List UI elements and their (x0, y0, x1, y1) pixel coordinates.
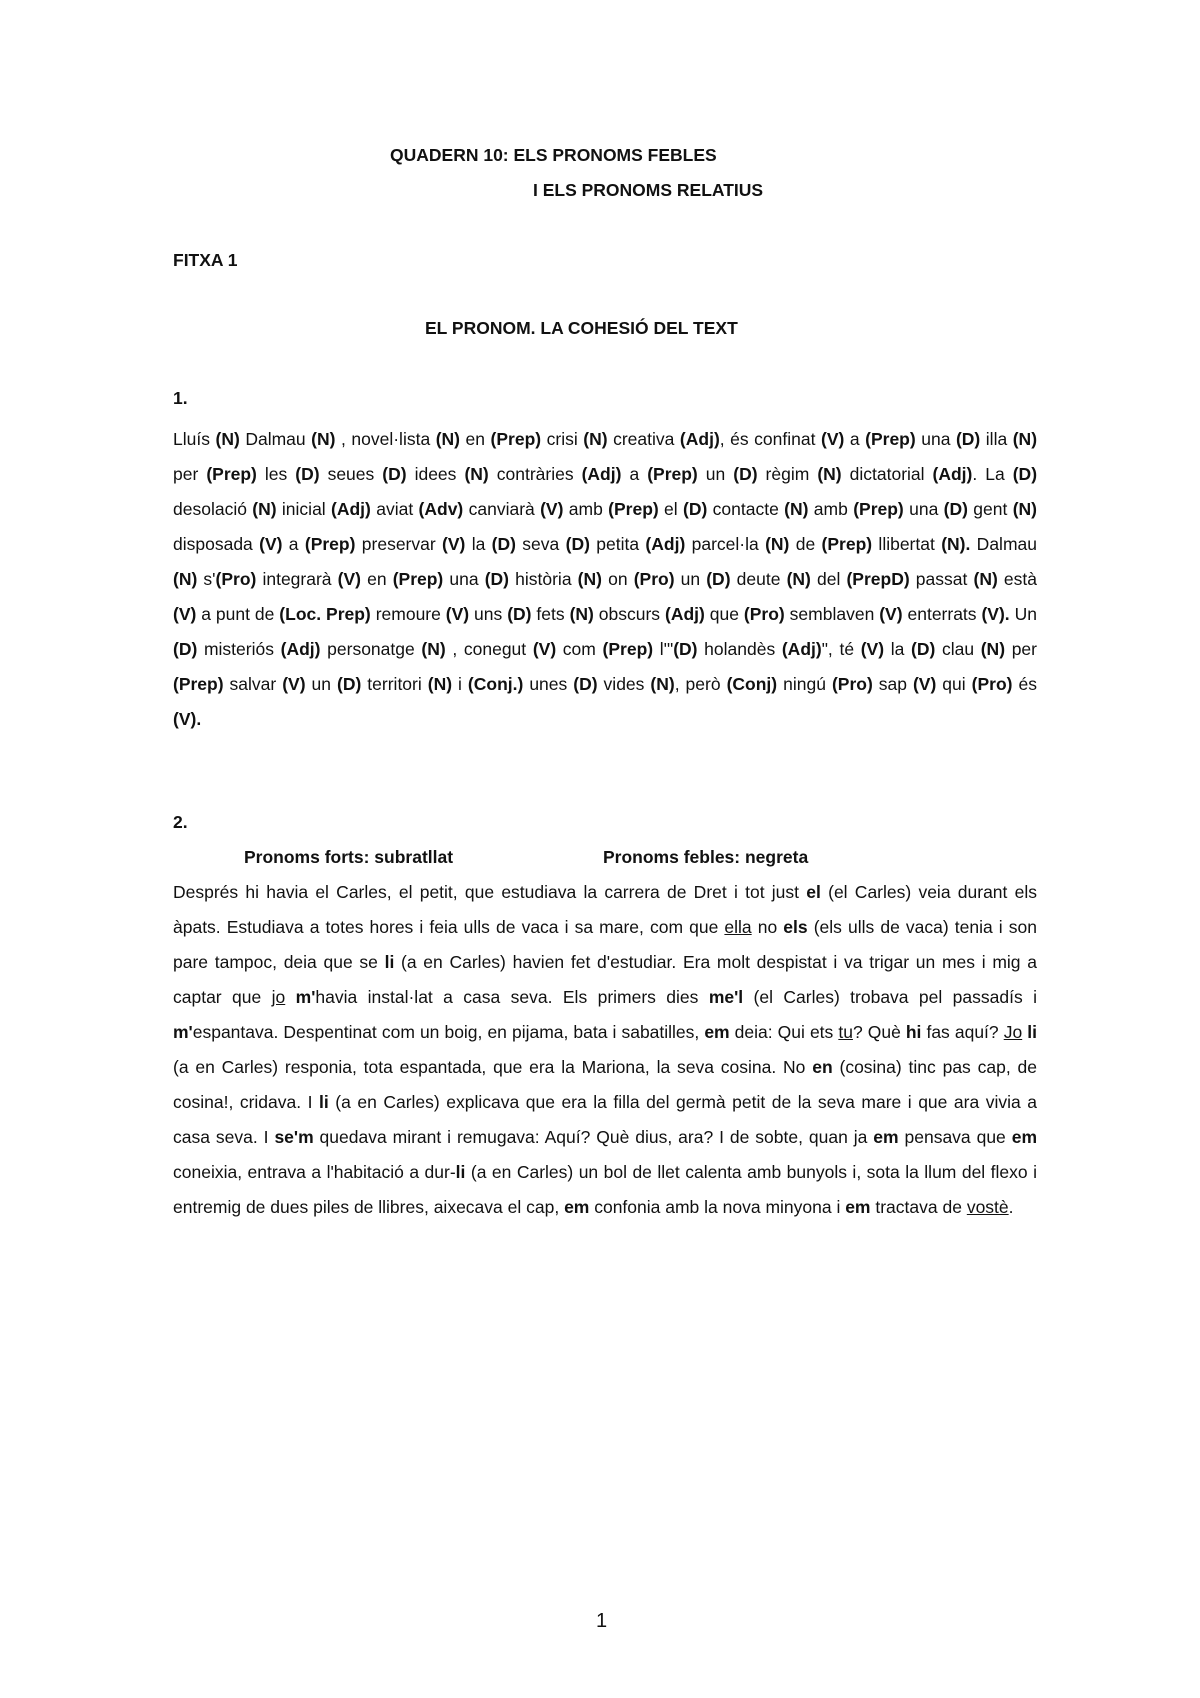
exercise-1-text (173, 422, 1042, 737)
exercise-1-text-run: semblaven (784, 604, 880, 624)
exercise-1-bold-run: (N) (215, 429, 240, 449)
exercise-1-text-run: dictatorial (841, 464, 933, 484)
exercise-2-text (173, 875, 1042, 1225)
exercise-2-text-run: havia instal·lat a casa seva. Els primers dies (315, 987, 709, 1007)
exercise-1-bold-run: (V) (173, 604, 197, 624)
exercise-1-text-run: unes (523, 674, 574, 694)
exercise-1-bold-run: (Adj) (932, 464, 973, 484)
exercise-1-bold-run: (V) (445, 604, 470, 624)
exercise-1-text-run: on (601, 569, 634, 589)
exercise-1-text-run: parcel·la (685, 534, 766, 554)
exercise-1-bold-run: (D) (1012, 464, 1038, 484)
exercise-2-text-run: coneixia, entrava a l'habitació a dur- (173, 1127, 1042, 1182)
exercise-2-bold-run: se'm (274, 1127, 314, 1147)
exercise-1-text-run: en (360, 569, 393, 589)
exercise-2-text-run: espantava. Despentinat com un boig, en pijama, bata i sabatilles, (192, 1022, 705, 1042)
exercise-2-text-run: no (751, 917, 784, 937)
exercise-1-bold-run: (Adj) (280, 639, 321, 659)
exercise-1-bold-run: (V) (821, 429, 845, 449)
exercise-2-underlined-run: Jo (1003, 1022, 1023, 1042)
exercise-1-text-run: una (443, 569, 485, 589)
exercise-1-bold-run: (Adj) (331, 499, 371, 519)
exercise-1-text-run: és (1012, 674, 1042, 694)
document-title-line2: I ELS PRONOMS RELATIUS (533, 180, 764, 200)
exercise-1-text-run: contacte (707, 499, 785, 519)
document-title-line1: QUADERN 10: ELS PRONOMS FEBLES (390, 145, 717, 165)
exercise-1-bold-run: (V) (912, 674, 937, 694)
exercise-1-bold-run: (V) (540, 499, 564, 519)
exercise-1-bold-run: (N) (569, 604, 594, 624)
exercise-1-text-run: amb (808, 499, 854, 519)
exercise-1-bold-run: (N) (421, 639, 446, 659)
exercise-1-text-run: a (282, 534, 305, 554)
exercise-1-text-run: qui (936, 674, 972, 694)
exercise-1-bold-run: (V) (337, 569, 361, 589)
exercise-1-bold-run: (D) (491, 534, 516, 554)
exercise-1-text-run: contràries (488, 464, 582, 484)
exercise-1-bold-run: (Pro) (633, 569, 675, 589)
exercise-1-bold-run: (N) (1012, 499, 1037, 519)
exercise-1-bold-run: (D) (943, 499, 968, 519)
exercise-1-bold-run: (N) (650, 674, 675, 694)
exercise-1-text-run: seva (515, 534, 566, 554)
exercise-1-text-run: una (915, 429, 956, 449)
exercise-1-bold-run: (Prep) (602, 639, 654, 659)
exercise-1-text-run: seues (319, 464, 383, 484)
exercise-1-bold-run: (Pro) (215, 569, 257, 589)
exercise-1-bold-run: (Prep) (304, 534, 356, 554)
exercise-1-text-run: la (465, 534, 492, 554)
exercise-2-number: 2. (173, 812, 188, 832)
exercise-2-bold-run: el (806, 882, 821, 902)
exercise-2-text-run: pensava que (898, 1127, 1012, 1147)
exercise-1-bold-run: (N) (765, 534, 790, 554)
exercise-1-bold-run: (V) (532, 639, 557, 659)
exercise-2-bold-run: em (845, 1197, 871, 1217)
exercise-1-text-run: vides (597, 674, 651, 694)
exercise-1-text-run: . La (972, 464, 1013, 484)
exercise-1-bold-run: (Prep) (865, 429, 916, 449)
exercise-2-bold-run: en (812, 1057, 833, 1077)
exercise-1-bold-run: (PrepD) (846, 569, 910, 589)
exercise-1-text-run: , novel·lista (335, 429, 436, 449)
exercise-1-text-run: a (621, 464, 648, 484)
exercise-1-bold-run: (V) (860, 639, 885, 659)
exercise-1-bold-run: (D) (295, 464, 320, 484)
exercise-2-text-run: confonia amb la nova minyona i (589, 1197, 846, 1217)
exercise-2-text-run: deia: Qui ets (729, 1022, 839, 1042)
exercise-2-text-run: ? Què (852, 1022, 906, 1042)
exercise-2-bold-run: em (1011, 1127, 1038, 1147)
exercise-1-text-run: un (305, 674, 338, 694)
exercise-1-bold-run: (Conj) (726, 674, 778, 694)
exercise-1-text-run: el (658, 499, 684, 519)
exercise-2-text-run: (a en Carles) explicava que era la filla del germà petit de la seva mare i que ara vivia a casa seva. I (173, 1092, 1042, 1147)
exercise-1-bold-run: (D) (911, 639, 936, 659)
exercise-2-bold-run: em (704, 1022, 730, 1042)
exercise-1-text-run: clau (935, 639, 981, 659)
exercise-1-bold-run: (N) (980, 639, 1006, 659)
exercise-1-bold-run: (V) (442, 534, 466, 554)
exercise-1-bold-run: (Adj) (645, 534, 686, 554)
exercise-1-bold-run: (V). (981, 604, 1010, 624)
exercise-1-text-run: a (844, 429, 866, 449)
exercise-1-text-run: Dalmau (970, 534, 1042, 554)
exercise-1-text-run: preservar (355, 534, 443, 554)
exercise-1-text-run: sap (872, 674, 913, 694)
exercise-1-text-run: història (509, 569, 578, 589)
exercise-1-text-run: està (997, 569, 1042, 589)
exercise-1-text-run: fets (531, 604, 570, 624)
exercise-2-text-run: (a en Carles) un bol de llet calenta amb bunyols i, sota la llum del flexo i entremig de dues piles de llibres, aixecava el cap, (173, 1162, 1042, 1217)
exercise-1-bold-run: (Adj) (665, 604, 705, 624)
exercise-1-bold-run: (N) (786, 569, 811, 589)
exercise-1-bold-run: (N) (464, 464, 489, 484)
exercise-1-text-run: règim (757, 464, 818, 484)
exercise-1-bold-run: (N) (1012, 429, 1038, 449)
exercise-1-text-run: en (460, 429, 491, 449)
exercise-1-text-run: del (810, 569, 847, 589)
exercise-2-text-run: tractava de (870, 1197, 967, 1217)
exercise-2-bold-run: li (1027, 1022, 1037, 1042)
exercise-1-text-run: a punt de (196, 604, 280, 624)
exercise-1-text-run: Un (1009, 604, 1042, 624)
exercise-2-text-run: (a en Carles) responia, tota espantada, que era la Mariona, la seva cosina. No (173, 1022, 1042, 1077)
exercise-1-bold-run: (Prep) (173, 674, 224, 694)
exercise-1-text-run: desolació (173, 464, 1042, 519)
exercise-1-bold-run: (N) (252, 499, 277, 519)
exercise-1-text-run: ningú (777, 674, 832, 694)
exercise-1-bold-run: (N) (173, 569, 198, 589)
exercise-1-bold-run: (Loc. Prep) (279, 604, 371, 624)
exercise-1-bold-run: (Adv) (418, 499, 464, 519)
exercise-1-text-run: aviat (370, 499, 419, 519)
exercise-1-text-run: s' (197, 569, 216, 589)
exercise-1-text-run: amb (563, 499, 609, 519)
exercise-1-bold-run: (Adj) (679, 429, 720, 449)
exercise-1-text-run: personatge (320, 639, 422, 659)
page-number: 1 (596, 1610, 608, 1632)
exercise-1-text-run: Lluís (173, 429, 216, 449)
exercise-2-bold-run: me'l (708, 987, 744, 1007)
exercise-1-bold-run: (Adj) (781, 639, 822, 659)
exercise-1-text-run: holandès (697, 639, 782, 659)
exercise-1-bold-run: (Conj.) (467, 674, 524, 694)
exercise-1-bold-run: (D) (573, 674, 598, 694)
exercise-1-text-run: petita (589, 534, 646, 554)
exercise-1-bold-run: (V) (259, 534, 283, 554)
exercise-1-text-run: canviarà (463, 499, 541, 519)
exercise-2-underlined-run: ella (724, 917, 752, 937)
exercise-1-text-run: remoure (370, 604, 446, 624)
exercise-1-text-run: illa (980, 429, 1013, 449)
exercise-1-bold-run: (D) (955, 429, 981, 449)
exercise-1-text-run: un (697, 464, 734, 484)
exercise-1-text-run: gent (967, 499, 1013, 519)
exercise-1-bold-run: (Prep) (206, 464, 257, 484)
exercise-1-bold-run: (D) (337, 674, 362, 694)
exercise-1-bold-run: (Pro) (971, 674, 1013, 694)
exercise-1-text-run: inicial (276, 499, 332, 519)
exercise-1-text-run: l'" (653, 639, 674, 659)
exercise-1-text-run: salvar (223, 674, 283, 694)
exercise-1-text-run: per (1005, 639, 1042, 659)
exercise-1-text-run: un (674, 569, 707, 589)
exercise-1-text-run: territori (361, 674, 428, 694)
exercise-1-bold-run: (D) (382, 464, 407, 484)
exercise-1-bold-run: (N) (311, 429, 336, 449)
exercise-1-bold-run: (Prep) (608, 499, 659, 519)
exercise-1-bold-run: (N) (784, 499, 809, 519)
exercise-2-bold-run: li (455, 1162, 466, 1182)
exercise-1-bold-run: (Prep) (490, 429, 542, 449)
exercise-1-bold-run: (Pro) (743, 604, 785, 624)
exercise-1-text-run: , conegut (445, 639, 533, 659)
exercise-1-bold-run: (N) (435, 429, 461, 449)
exercise-1-text-run: per (173, 429, 1042, 484)
exercise-2-bold-run: em (564, 1197, 590, 1217)
exercise-2-text-run: (els ulls de vaca) tenia i son pare tampoc, deia que se (173, 917, 1042, 972)
exercise-1-text-run: de (789, 534, 822, 554)
exercise-2-text-run: fas aquí? (921, 1022, 1004, 1042)
exercise-2-text-run: (el Carles) veia durant els àpats. Estudiava a totes hores i feia ulls de vaca i sa mare, com que (173, 882, 1042, 937)
exercise-1-bold-run: (Prep) (647, 464, 698, 484)
section-subtitle: EL PRONOM. LA COHESIÓ DEL TEXT (425, 318, 738, 338)
exercise-1-bold-run: (D) (484, 569, 510, 589)
exercise-1-bold-run: (N) (583, 429, 608, 449)
exercise-1-text-run: que (704, 604, 744, 624)
exercise-1-text-run: , però (674, 674, 727, 694)
exercise-1-text-run: idees (406, 464, 465, 484)
exercise-1-text-run: integrarà (256, 569, 338, 589)
exercise-2-text-run: (a en Carles) havien fet d'estudiar. Era molt despistat i va trigar un mes i mig a captar que (173, 952, 1042, 1007)
exercise-1-bold-run: (D) (507, 604, 532, 624)
exercise-1-text-run: enterrats (902, 604, 982, 624)
exercise-1-number: 1. (173, 388, 188, 408)
exercise-1-bold-run: (N). (941, 534, 971, 554)
exercise-2-text-run: Després hi havia el Carles, el petit, que estudiava la carrera de Dret i tot just (173, 882, 807, 902)
exercise-2-bold-run: hi (905, 1022, 922, 1042)
exercise-1-bold-run: (N) (427, 674, 453, 694)
exercise-1-bold-run: (N) (577, 569, 602, 589)
exercise-1-text-run: misteriós (197, 639, 281, 659)
exercise-2-text-run: (el Carles) trobava pel passadís i (743, 987, 1042, 1007)
exercise-1-bold-run: (D) (173, 639, 198, 659)
exercise-1-text-run: com (556, 639, 603, 659)
exercise-1-text-run: ", té (821, 639, 861, 659)
exercise-1-bold-run: (Prep) (392, 569, 444, 589)
exercise-1-bold-run: (V) (282, 674, 306, 694)
legend-weak-pronouns: Pronoms febles: negreta (603, 847, 809, 867)
exercise-1-text-run: llibertat (872, 534, 942, 554)
exercise-1-text-run: obscurs (593, 604, 665, 624)
exercise-1-text-run: una (903, 499, 944, 519)
exercise-2-bold-run: m' (173, 1022, 193, 1042)
exercise-2-underlined-run: vostè (966, 1197, 1009, 1217)
exercise-1-bold-run: (D) (733, 464, 758, 484)
exercise-2-bold-run: els (783, 917, 808, 937)
exercise-1-bold-run: (Pro) (831, 674, 873, 694)
exercise-2-text-run (285, 987, 295, 1007)
exercise-2-text-run: . (1008, 1197, 1014, 1217)
exercise-2-underlined-run: jo (271, 987, 286, 1007)
exercise-2-text-run: (cosina) tinc pas cap, de cosina!, cridava. I (173, 1057, 1042, 1112)
exercise-1-bold-run: (V). (173, 709, 202, 729)
exercise-1-bold-run: (Prep) (853, 499, 904, 519)
exercise-2-text-run: quedava mirant i remugava: Aquí? Què dius, ara? I de sobte, quan ja (313, 1127, 874, 1147)
exercise-1-bold-run: (D) (673, 639, 698, 659)
exercise-1-text-run: creativa (607, 429, 680, 449)
exercise-1-text-run: disposada (173, 499, 1042, 554)
exercise-1-text-run: uns (469, 604, 508, 624)
exercise-1-bold-run: (V) (879, 604, 903, 624)
exercise-2-underlined-run: tu (838, 1022, 853, 1042)
exercise-1-bold-run: (D) (683, 499, 708, 519)
exercise-2-bold-run: li (384, 952, 395, 972)
exercise-1-text-run: i (452, 674, 468, 694)
exercise-1-text-run: passat (909, 569, 974, 589)
exercise-1-text-run: crisi (541, 429, 584, 449)
exercise-2-bold-run: m' (295, 987, 316, 1007)
exercise-1-text-run: , és confinat (719, 429, 822, 449)
exercise-2-bold-run: em (873, 1127, 899, 1147)
exercise-1-text-run: Dalmau (239, 429, 312, 449)
exercise-1-bold-run: (D) (706, 569, 731, 589)
exercise-1-bold-run: (N) (817, 464, 842, 484)
exercise-1-bold-run: (Adj) (581, 464, 622, 484)
sheet-label: FITXA 1 (173, 250, 238, 270)
exercise-1-bold-run: (N) (973, 569, 998, 589)
exercise-1-text-run: la (884, 639, 911, 659)
exercise-1-text-run: les (256, 464, 296, 484)
legend-strong-pronouns: Pronoms forts: subratllat (244, 847, 454, 867)
exercise-2-bold-run: li (319, 1092, 329, 1112)
exercise-1-bold-run: (D) (565, 534, 590, 554)
exercise-1-bold-run: (Prep) (821, 534, 873, 554)
exercise-1-text-run: deute (730, 569, 787, 589)
